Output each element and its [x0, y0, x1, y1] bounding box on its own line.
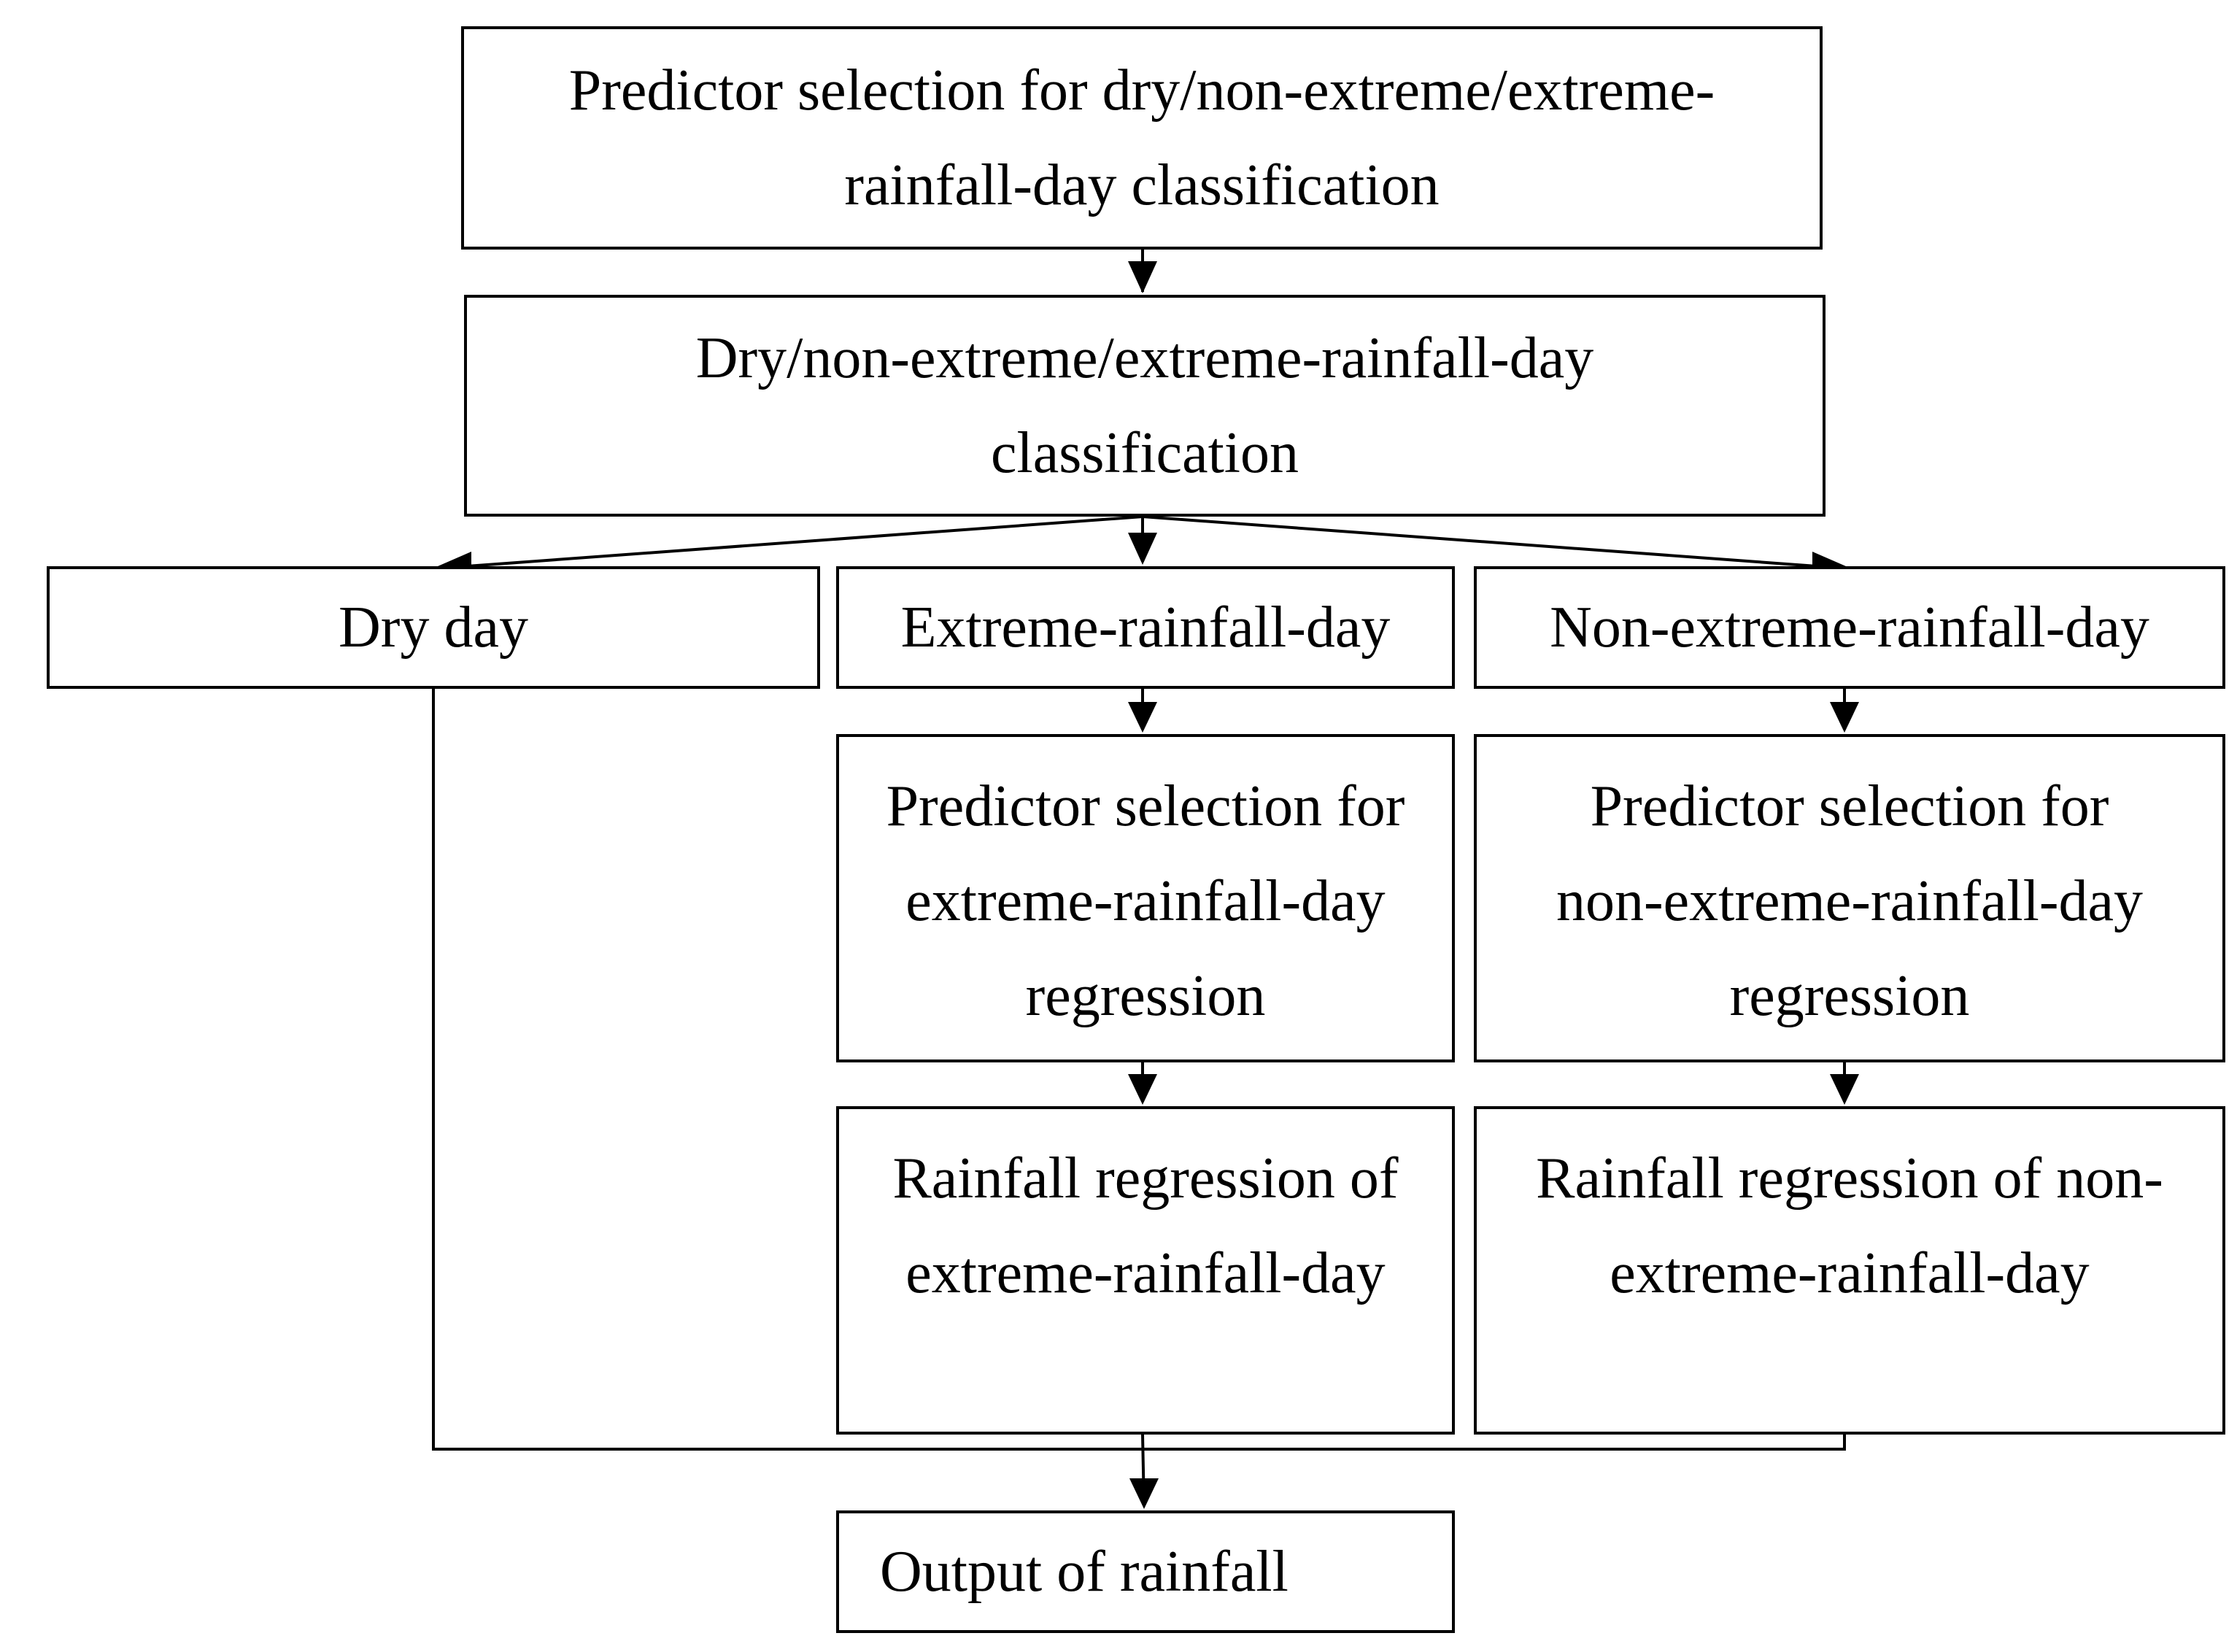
- node-label: Dry day: [339, 595, 528, 660]
- node-label: Output of rainfall: [880, 1540, 1289, 1604]
- arrowhead: [1129, 1478, 1159, 1509]
- arrowhead: [1830, 702, 1859, 733]
- node-predictor-selection-non-extreme: [1474, 734, 2225, 1062]
- node-regression-non-extreme: [1474, 1106, 2225, 1435]
- edge-classification-to-non-extreme-day: [1143, 517, 1817, 566]
- arrowhead: [1128, 1074, 1157, 1105]
- node-label: Predictor selection for extreme-rainfall-day regression: [886, 774, 1405, 1028]
- node-predictor-selection-extreme: [836, 734, 1455, 1062]
- node-label: Extreme-rainfall-day: [900, 595, 1391, 660]
- node-non-extreme-rainfall-day: [1474, 566, 2225, 689]
- node-dry-day: [47, 566, 820, 689]
- arrowhead: [1128, 261, 1157, 293]
- arrowhead: [1830, 1074, 1859, 1105]
- node-output-of-rainfall: [836, 1510, 1455, 1633]
- node-label: Rainfall regression of extreme-rainfall-day: [892, 1146, 1399, 1305]
- node-label: Rainfall regression of non-extreme-rainfall-day: [1536, 1146, 2163, 1305]
- arrowhead: [1128, 702, 1157, 733]
- node-label: Non-extreme-rainfall-day: [1550, 595, 2149, 660]
- node-label: Predictor selection for dry/non-extreme/extreme-rainfall-day classification: [568, 58, 1715, 217]
- node-classification: [464, 295, 1825, 517]
- node-extreme-rainfall-day: [836, 566, 1455, 689]
- edge-classification-to-dry-day: [467, 517, 1143, 566]
- node-label: Predictor selection for non-extreme-rainfall-day regression: [1556, 774, 2144, 1028]
- arrowhead: [1128, 533, 1157, 565]
- node-regression-extreme: [836, 1106, 1455, 1435]
- node-label: Dry/non-extreme/extreme-rainfall-day classification: [695, 326, 1594, 485]
- edge-regression-non-extreme-to-output: [1143, 1435, 1844, 1449]
- node-predictor-selection-classification: [461, 26, 1823, 250]
